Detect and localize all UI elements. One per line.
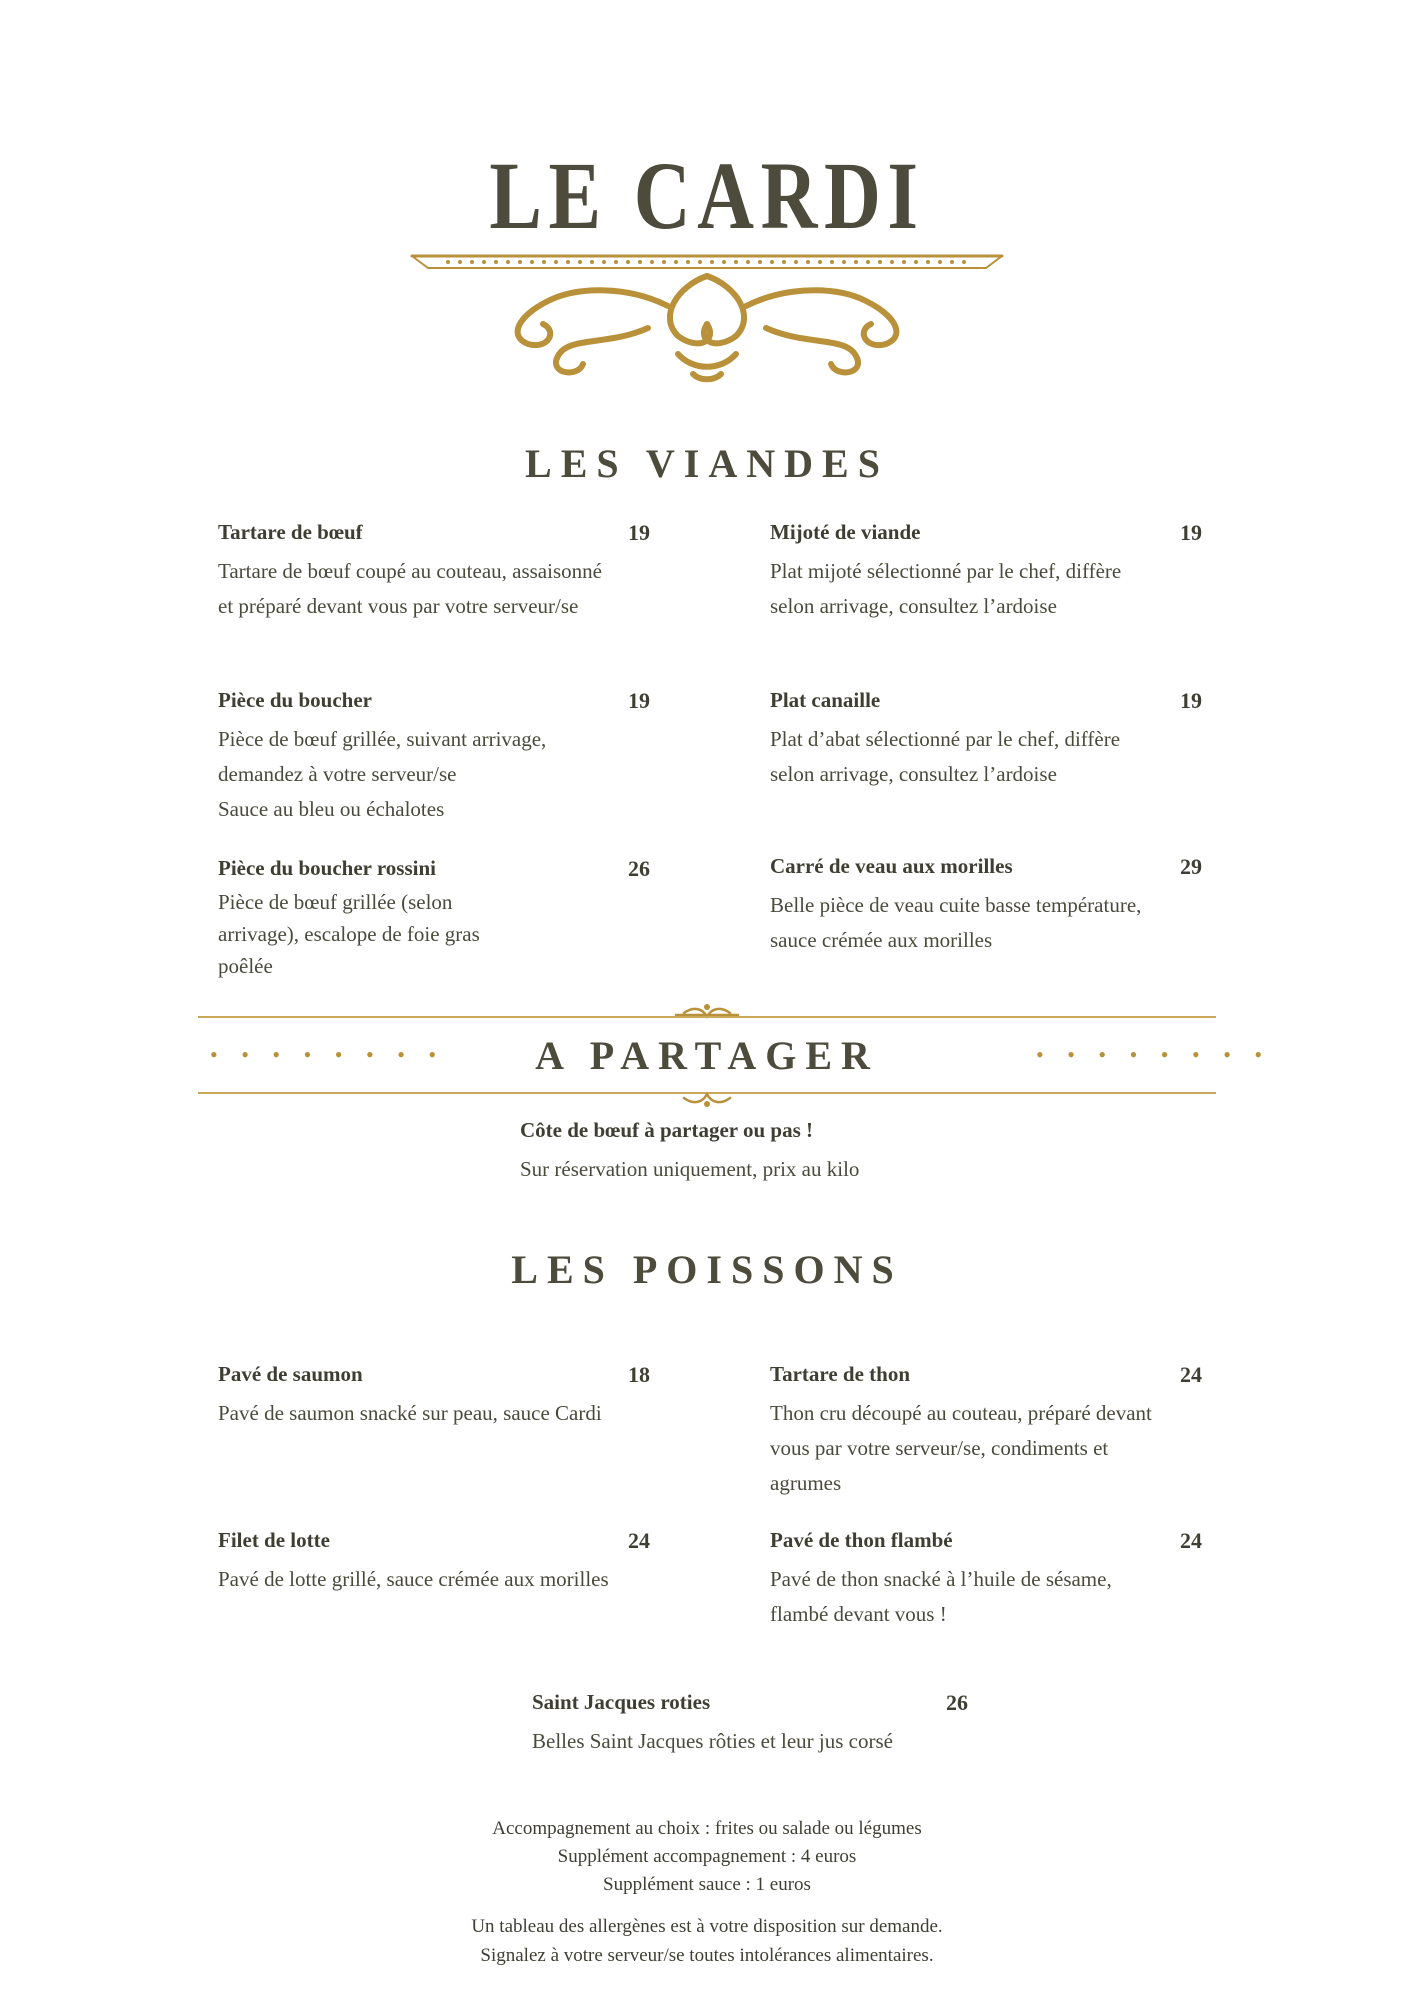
item-name: Pièce du boucher rossini (218, 856, 436, 880)
ornament-flourish (408, 246, 1006, 386)
desc-line: agrumes (770, 1471, 842, 1495)
desc-line: selon arrivage, consultez l’ardoise (770, 762, 1057, 786)
divider-dots-left: • • • • • • • • (210, 1042, 446, 1067)
desc-line: Plat d’abat sélectionné par le chef, diffère (770, 727, 1121, 751)
desc-line: Pavé de thon snacké à l’huile de sésame, (770, 1567, 1112, 1591)
desc-line: arrivage), escalope de foie gras (218, 922, 480, 946)
desc-line: vous par votre serveur/se, condiments et (770, 1436, 1109, 1460)
item-description (770, 722, 1202, 792)
menu-item (218, 520, 650, 624)
menu-item (770, 1528, 1202, 1632)
item-description (770, 554, 1202, 624)
item-description: Sur réservation uniquement, prix au kilo (520, 1157, 860, 1181)
item-name: Pavé de thon flambé (770, 1528, 953, 1552)
item-price: 19 (1180, 520, 1202, 545)
desc-line: Belles Saint Jacques rôties et leur jus corsé (532, 1729, 893, 1753)
item-description (532, 1724, 968, 1759)
item-description (218, 1396, 650, 1431)
desc-line: Tartare de bœuf coupé au couteau, assaisonné (218, 559, 602, 583)
footer-accompagnement: Accompagnement au choix : frites ou salade ou légumes (492, 1818, 922, 1839)
menu-item (770, 688, 1202, 792)
item-name: Pièce du boucher (218, 688, 372, 712)
desc-line: flambé devant vous ! (770, 1602, 947, 1626)
item-price: 29 (1180, 854, 1202, 879)
desc-line: Plat mijoté sélectionné par le chef, diffère (770, 559, 1122, 583)
menu-item-partager (520, 1118, 1020, 1187)
item-name: Filet de lotte (218, 1528, 330, 1552)
menu-item (218, 1362, 650, 1431)
desc-line: Thon cru découpé au couteau, préparé devant (770, 1401, 1152, 1425)
desc-line: et préparé devant vous par votre serveur/se (218, 594, 579, 618)
menu-item (218, 688, 650, 827)
menu-item (770, 854, 1202, 958)
desc-line: Pièce de bœuf grillée (selon (218, 890, 453, 914)
divider-dots-right: • • • • • • • • (1036, 1042, 1272, 1067)
divider-ornament-bottom (672, 1092, 742, 1108)
item-price: 19 (1180, 688, 1202, 713)
item-name: Plat canaille (770, 688, 881, 712)
item-name: Tartare de thon (770, 1362, 911, 1386)
desc-line: Belle pièce de veau cuite basse température, (770, 893, 1142, 917)
restaurant-name: LE CARDI (489, 142, 925, 249)
item-price: 19 (628, 520, 650, 545)
item-price: 26 (628, 856, 650, 881)
item-description (218, 886, 650, 982)
desc-line: sauce crémée aux morilles (770, 928, 993, 952)
item-name: Saint Jacques roties (532, 1690, 711, 1714)
item-description (770, 888, 1202, 958)
desc-line: Pièce de bœuf grillée, suivant arrivage, (218, 727, 547, 751)
item-name: Pavé de saumon (218, 1362, 363, 1386)
item-description (218, 554, 650, 624)
item-description (770, 1562, 1202, 1632)
menu-item (218, 856, 650, 982)
item-name: Carré de veau aux morilles (770, 854, 1013, 878)
menu-item (770, 1362, 1202, 1501)
footer-supplement-accompagnement: Supplément accompagnement : 4 euros (557, 1846, 857, 1867)
footer-allergenes: Un tableau des allergènes est à votre disposition sur demande. (471, 1916, 943, 1937)
item-price: 26 (946, 1690, 968, 1715)
footer-supplement-sauce: Supplément sauce : 1 euros (603, 1874, 811, 1895)
item-name: Tartare de bœuf (218, 520, 363, 544)
item-price: 24 (1180, 1528, 1202, 1553)
footer-intolerances: Signalez à votre serveur/se toutes intolérances alimentaires. (480, 1945, 934, 1966)
item-description (770, 1396, 1202, 1501)
item-description (218, 722, 650, 827)
divider-line-top (198, 1016, 1216, 1018)
desc-line: Sauce au bleu ou échalotes (218, 797, 445, 821)
menu-item (218, 1528, 650, 1597)
item-name: Côte de bœuf à partager ou pas ! (520, 1118, 814, 1142)
item-price: 19 (628, 688, 650, 713)
item-price: 24 (1180, 1362, 1202, 1387)
desc-line: poêlée (218, 954, 273, 978)
desc-line: Pavé de lotte grillé, sauce crémée aux morilles (218, 1567, 609, 1591)
section-title-partager: A PARTAGER (535, 1033, 879, 1078)
section-title-viandes: LES VIANDES (525, 441, 889, 486)
item-name: Mijoté de viande (770, 520, 921, 544)
menu-item (532, 1690, 968, 1759)
desc-line: selon arrivage, consultez l’ardoise (770, 594, 1057, 618)
item-description (218, 1562, 650, 1597)
desc-line: Pavé de saumon snacké sur peau, sauce Cardi (218, 1401, 602, 1425)
desc-line: demandez à votre serveur/se (218, 762, 457, 786)
menu-item (770, 520, 1202, 624)
section-title-poissons: LES POISSONS (511, 1247, 903, 1292)
item-price: 18 (628, 1362, 650, 1387)
item-price: 24 (628, 1528, 650, 1553)
